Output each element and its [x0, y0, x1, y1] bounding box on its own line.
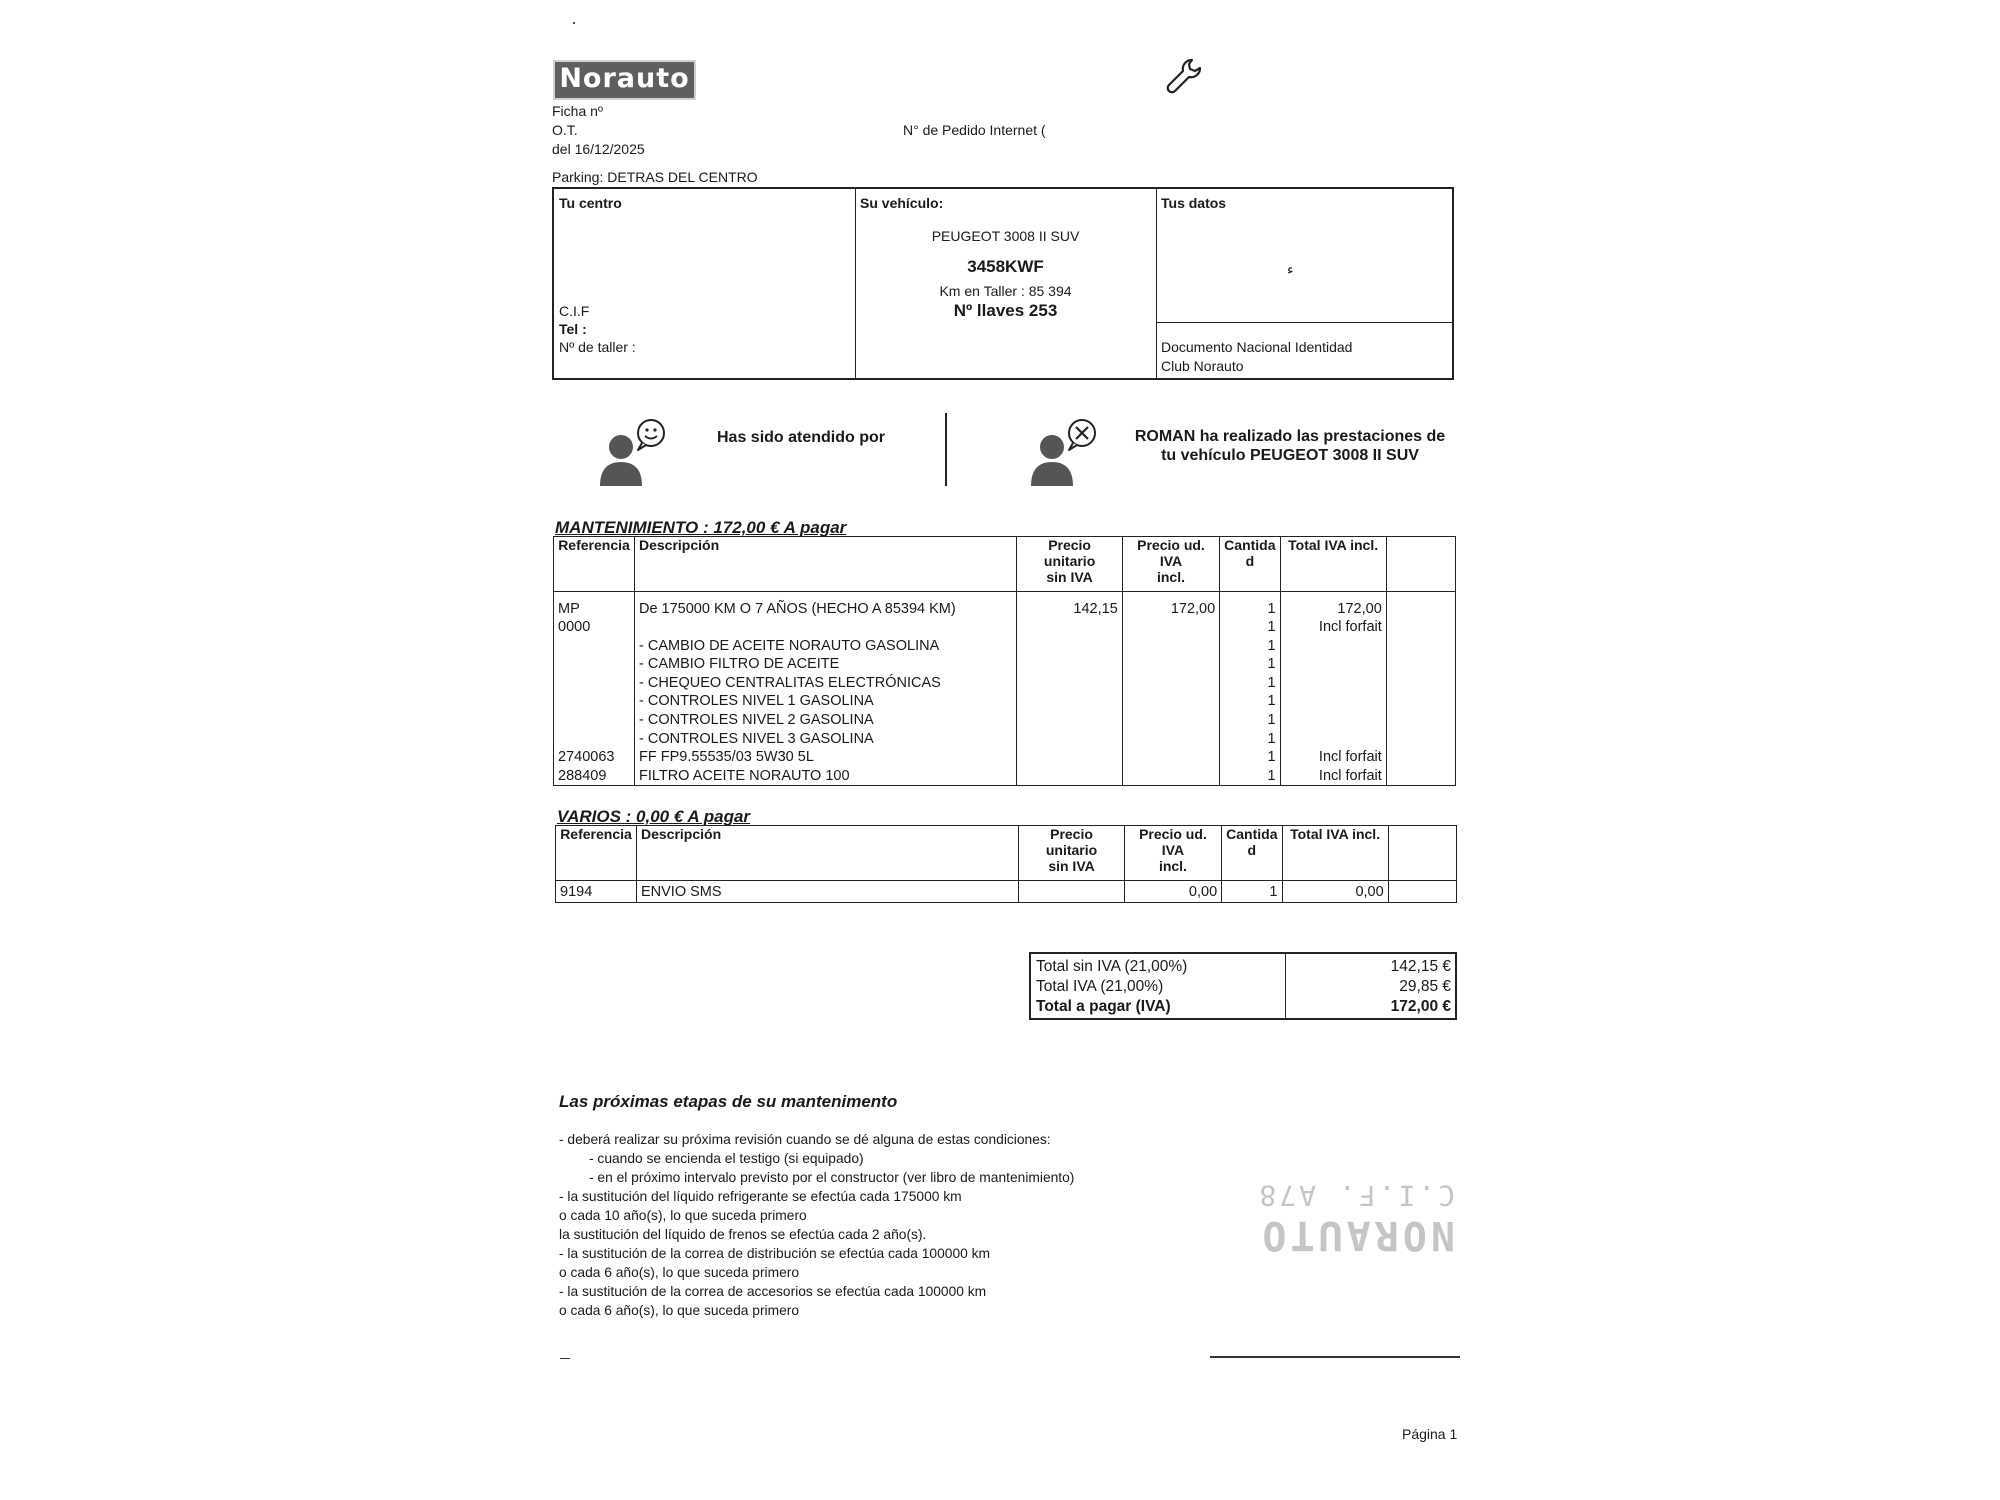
centro-tel: Tel : — [559, 321, 587, 337]
col-desc: Descripción — [636, 826, 1018, 881]
datos-club: Club Norauto — [1161, 358, 1244, 374]
table-row: - CONTROLES NIVEL 3 GASOLINA 1 — [554, 730, 1456, 749]
col-ud: Precio ud. IVA incl. — [1124, 826, 1221, 881]
total-sin-iva-label: Total sin IVA (21,00%) — [1036, 958, 1188, 975]
list-item: o cada 6 año(s), lo que suceda primero — [559, 1303, 800, 1318]
person-tools-icon — [1027, 414, 1101, 488]
col-empty — [1388, 826, 1456, 881]
ficha-label: Ficha nº — [552, 103, 604, 119]
table-row: - CAMBIO FILTRO DE ACEITE 1 — [554, 655, 1456, 674]
varios-title: VARIOS : 0,00 € A pagar — [557, 807, 751, 826]
next-steps-title: Las próximas etapas de su mantenimento — [559, 1092, 898, 1111]
list-item: o cada 10 año(s), lo que suceda primero — [559, 1208, 807, 1223]
col-desc: Descripción — [634, 537, 1016, 592]
table-row: MP De 175000 KM O 7 AÑOS (HECHO A 85394 KM) 142,15 172,00 1 172,00 — [554, 600, 1456, 619]
col-qty: Cantida d — [1222, 826, 1282, 881]
col-total: Total IVA incl. — [1280, 537, 1386, 592]
total-pagar-value: 172,00 € — [1390, 998, 1451, 1015]
table-row: 0000 1 Incl forfait — [554, 618, 1456, 637]
mantenimiento-table — [553, 536, 1456, 786]
table-row: - CAMBIO DE ACEITE NORAUTO GASOLINA 1 — [554, 637, 1456, 656]
signature-line-right — [1210, 1356, 1460, 1358]
table-row: 9194 ENVIO SMS 0,00 1 0,00 — [556, 881, 1457, 903]
signature-mark-left — [560, 1358, 570, 1359]
vehiculo-title: Su vehículo: — [860, 195, 944, 211]
total-iva-label: Total IVA (21,00%) — [1036, 978, 1164, 995]
ot-label: O.T. — [552, 122, 578, 138]
col-total: Total IVA incl. — [1282, 826, 1388, 881]
list-item: - deberá realizar su próxima revisión cuando se dé alguna de estas condiciones: — [559, 1132, 1051, 1147]
services-line-2: tu vehículo PEUGEOT 3008 II SUV — [1161, 447, 1419, 464]
attended-divider — [945, 413, 947, 486]
totals-box — [1029, 952, 1457, 1020]
datos-title: Tus datos — [1161, 195, 1227, 211]
col-ref: Referencia — [556, 826, 637, 881]
info-box — [552, 187, 1454, 380]
company-stamp: NORAUTO C.I.F. A78 — [1256, 1179, 1455, 1258]
list-item: - la sustitución del líquido refrigerante se efectúa cada 175000 km — [559, 1189, 962, 1204]
page-number: Página 1 — [1402, 1426, 1458, 1442]
table-row: - CHEQUEO CENTRALITAS ELECTRÓNICAS 1 — [554, 674, 1456, 693]
order-date: del 16/12/2025 — [552, 141, 645, 157]
table-row: - CONTROLES NIVEL 1 GASOLINA 1 — [554, 692, 1456, 711]
centro-cif: C.I.F — [559, 303, 590, 319]
datos-dni: Documento Nacional Identidad — [1161, 339, 1353, 355]
table-row: - CONTROLES NIVEL 2 GASOLINA 1 — [554, 711, 1456, 730]
list-item: - la sustitución de la correa de distribución se efectúa cada 100000 km — [559, 1246, 991, 1261]
scan-speck — [573, 22, 575, 24]
list-item: - en el próximo intervalo previsto por el constructor (ver libro de mantenimiento) — [589, 1170, 1075, 1185]
wrench-icon — [1162, 54, 1206, 98]
centro-title: Tu centro — [559, 195, 622, 211]
vehiculo-model: PEUGEOT 3008 II SUV — [931, 228, 1080, 244]
col-qty: Cantida d — [1220, 537, 1280, 592]
col-empty — [1386, 537, 1455, 592]
person-smiley-icon — [596, 414, 670, 488]
list-item: - cuando se encienda el testigo (si equipado) — [589, 1151, 864, 1166]
services-line-1: ROMAN ha realizado las prestaciones de — [1134, 428, 1446, 445]
centro-taller: Nº de taller : — [559, 339, 636, 355]
col-ud: Precio ud. IVA incl. — [1122, 537, 1219, 592]
list-item: - la sustitución de la correa de accesorios se efectúa cada 100000 km — [559, 1284, 987, 1299]
col-ref: Referencia — [554, 537, 635, 592]
pedido-internet-label: N° de Pedido Internet ( — [903, 122, 1046, 138]
vehiculo-llaves: Nº llaves 253 — [953, 301, 1058, 320]
varios-table — [555, 825, 1457, 903]
norauto-logo: Norauto — [553, 60, 696, 100]
col-unit: Precio unitario sin IVA — [1019, 826, 1124, 881]
table-row: 288409 FILTRO ACEITE NORAUTO 100 1 Incl forfait — [554, 767, 1456, 786]
list-item: o cada 6 año(s), lo que suceda primero — [559, 1265, 800, 1280]
total-iva-value: 29,85 € — [1399, 978, 1451, 995]
col-unit: Precio unitario sin IVA — [1017, 537, 1122, 592]
attended-by-text: Has sido atendido por — [717, 429, 886, 446]
parking-label: Parking: DETRAS DEL CENTRO — [552, 169, 758, 185]
table-row: 2740063 FF FP9.55535/03 5W30 5L 1 Incl forfait — [554, 748, 1456, 767]
datos-divider — [1156, 322, 1452, 323]
mantenimiento-title: MANTENIMIENTO : 172,00 € A pagar — [555, 518, 847, 537]
vehiculo-km: Km en Taller : 85 394 — [939, 283, 1072, 299]
datos-mark: ء — [1287, 261, 1294, 277]
next-steps-list — [559, 1130, 1159, 1320]
total-pagar-label: Total a pagar (IVA) — [1036, 998, 1171, 1015]
vehiculo-plate: 3458KWF — [967, 257, 1044, 276]
list-item: la sustitución del líquido de frenos se efectúa cada 2 año(s). — [559, 1227, 927, 1242]
total-sin-iva-value: 142,15 € — [1390, 958, 1451, 975]
